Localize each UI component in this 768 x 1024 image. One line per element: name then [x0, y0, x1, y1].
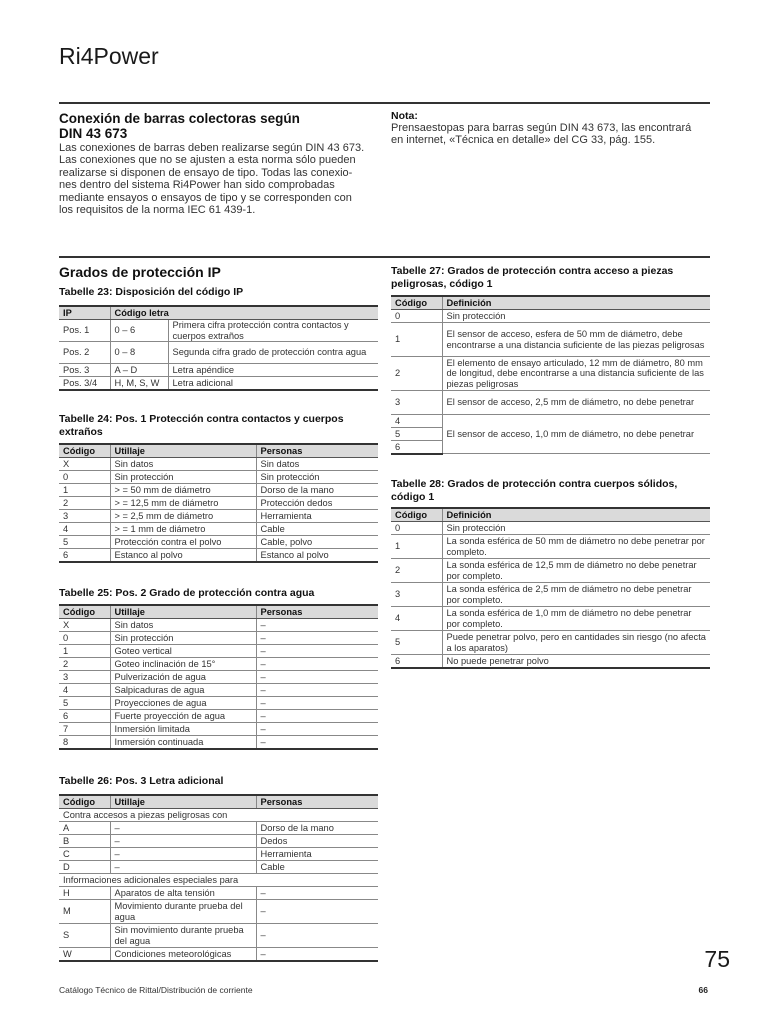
table-cell: Letra adicional: [168, 377, 378, 390]
page-number: 75: [704, 946, 730, 972]
table-row: [59, 619, 378, 632]
table-cell: –: [110, 822, 256, 835]
table-row: [59, 835, 378, 848]
table-cell: 3: [391, 583, 442, 607]
table-header: Código: [59, 605, 110, 619]
table-row: [391, 391, 710, 415]
table-row: [59, 658, 378, 671]
table-cell: 0: [391, 522, 442, 535]
table-cell: Goteo vertical: [110, 645, 256, 658]
table-group-label: Contra accesos a piezas peligrosas con: [59, 809, 378, 822]
table-header: Código: [391, 296, 442, 310]
table-cell: > = 1 mm de diámetro: [110, 523, 256, 536]
note-label: Nota:: [391, 110, 418, 122]
table-row: [59, 377, 378, 390]
table-cell: 4: [59, 684, 110, 697]
table-row: [59, 364, 378, 377]
table-cell: Pos. 2: [59, 342, 110, 364]
table-row: [391, 655, 710, 668]
table-row: [59, 900, 378, 924]
table-row: [391, 607, 710, 631]
table-header: IP: [59, 306, 110, 320]
table-cell: Puede penetrar polvo, pero en cantidades sin riesgo (no afecta a los aparatos): [442, 631, 710, 655]
table-cell: Estanco al polvo: [256, 549, 378, 562]
note-line: en internet, «Técnica en detalle» del CG 33, pág. 155.: [391, 134, 656, 147]
table-cell: Protección contra el polvo: [110, 536, 256, 549]
table-row: [391, 535, 710, 559]
table-cell: 0 – 8: [110, 342, 168, 364]
table-cell: 1: [391, 323, 442, 357]
table-cell: Movimiento durante prueba del agua: [110, 900, 256, 924]
table-cell: 2: [391, 559, 442, 583]
table-cell: Herramienta: [256, 510, 378, 523]
table-cell: Pos. 3: [59, 364, 110, 377]
table-cell: Segunda cifra grado de protección contra agua: [168, 342, 378, 364]
table-28: [391, 507, 710, 669]
table-cell: 6: [59, 710, 110, 723]
table-row: [59, 645, 378, 658]
table-cell: El elemento de ensayo articulado, 12 mm de diámetro, 80 mm de longitud, debe encontrarse a una distancia suficiente de las piezas peligrosas: [442, 357, 710, 391]
table-cell: Cable, polvo: [256, 536, 378, 549]
table-cell: Pulverización de agua: [110, 671, 256, 684]
intro-line: realizarse si disponen de ensayo de tipo. Todas las conexio-: [59, 166, 353, 179]
footer-page-number: 66: [698, 985, 708, 995]
table-cell: 6: [391, 441, 442, 454]
table-23: [59, 305, 378, 391]
table-header: Personas: [256, 605, 378, 619]
table-cell: Condiciones meteorológicas: [110, 948, 256, 961]
table-cell: –: [256, 697, 378, 710]
table-row: [59, 887, 378, 900]
table-26-caption: Tabelle 26: Pos. 3 Letra adicional: [59, 775, 224, 787]
table-cell: Proyecciones de agua: [110, 697, 256, 710]
intro-paragraph: [59, 142, 389, 216]
table-header: Personas: [256, 795, 378, 809]
table-28-caption: [391, 478, 716, 503]
table-cell: 0: [59, 632, 110, 645]
table-row: [391, 323, 710, 357]
table-header: Utillaje: [110, 795, 256, 809]
table-row: [59, 861, 378, 874]
table-cell: X: [59, 619, 110, 632]
table-cell: W: [59, 948, 110, 961]
table-cell: Sin protección: [442, 310, 710, 323]
intro-title: [59, 111, 389, 141]
table-cell: Aparatos de alta tensión: [110, 887, 256, 900]
table-cell: –: [256, 900, 378, 924]
table-row: [391, 415, 710, 428]
table-header: Código: [59, 795, 110, 809]
table-cell: Cable: [256, 523, 378, 536]
table-row: [59, 484, 378, 497]
table-cell: 4: [391, 607, 442, 631]
table-cell: –: [256, 948, 378, 961]
table-row: [59, 697, 378, 710]
table-cell: Dorso de la mano: [256, 484, 378, 497]
table-cell: Pos. 3/4: [59, 377, 110, 390]
table-cell: 3: [391, 391, 442, 415]
table-27-caption: [391, 265, 716, 290]
table-cell: X: [59, 458, 110, 471]
table-cell: Sin movimiento durante prueba del agua: [110, 924, 256, 948]
table-cell: –: [256, 710, 378, 723]
table-cell: 1: [59, 645, 110, 658]
table-cell: Salpicaduras de agua: [110, 684, 256, 697]
table-cell: Sin datos: [110, 619, 256, 632]
table-cell: Fuerte proyección de agua: [110, 710, 256, 723]
table-cell: 0 – 6: [110, 320, 168, 342]
table-cell: Sin protección: [110, 471, 256, 484]
table-header: Código letra: [110, 306, 378, 320]
section-divider-top: [59, 102, 710, 104]
table-cell: 8: [59, 736, 110, 749]
caption-line: Tabelle 24: Pos. 1 Protección contra contactos y cuerpos: [59, 413, 344, 425]
table-cell: 3: [59, 671, 110, 684]
table-cell: –: [256, 723, 378, 736]
footer-text: Catálogo Técnico de Rittal/Distribución de corriente: [59, 985, 253, 995]
section-ip-title: Grados de protección IP: [59, 264, 221, 280]
table-row: [391, 631, 710, 655]
table-25-caption: Tabelle 25: Pos. 2 Grado de protección contra agua: [59, 587, 315, 599]
table-cell: A: [59, 822, 110, 835]
table-row: [59, 632, 378, 645]
table-cell: Cable: [256, 861, 378, 874]
table-group-row: [59, 809, 378, 822]
table-cell: Inmersión limitada: [110, 723, 256, 736]
table-cell: Estanco al polvo: [110, 549, 256, 562]
table-cell: –: [256, 619, 378, 632]
table-header: Personas: [256, 444, 378, 458]
table-cell: Goteo inclinación de 15°: [110, 658, 256, 671]
table-cell: Sin datos: [256, 458, 378, 471]
table-cell: 2: [59, 658, 110, 671]
table-cell: 4: [391, 415, 442, 428]
table-cell: 6: [391, 655, 442, 668]
table-cell: 2: [59, 497, 110, 510]
table-cell: Letra apéndice: [168, 364, 378, 377]
table-cell: 5: [59, 697, 110, 710]
table-23-caption: Tabelle 23: Disposición del código IP: [59, 286, 244, 298]
table-cell: Herramienta: [256, 848, 378, 861]
table-cell: –: [110, 848, 256, 861]
table-cell: Dedos: [256, 835, 378, 848]
intro-line: Las conexiones que no se ajusten a esta norma sólo pueden: [59, 154, 356, 167]
table-cell: 0: [59, 471, 110, 484]
table-row: [59, 948, 378, 961]
table-cell: 4: [59, 523, 110, 536]
table-cell: La sonda esférica de 50 mm de diámetro no debe penetrar por completo.: [442, 535, 710, 559]
table-row: [59, 342, 378, 364]
table-header: Código: [59, 444, 110, 458]
table-header: Definición: [442, 508, 710, 522]
table-row: [391, 522, 710, 535]
table-cell: Sin protección: [442, 522, 710, 535]
table-cell: > = 50 mm de diámetro: [110, 484, 256, 497]
table-26: [59, 794, 378, 962]
table-cell: 1: [59, 484, 110, 497]
table-header: Utillaje: [110, 605, 256, 619]
table-cell: 2: [391, 357, 442, 391]
table-cell: 5: [391, 428, 442, 441]
table-cell: Sin protección: [256, 471, 378, 484]
table-cell: Sin datos: [110, 458, 256, 471]
intro-line: mediante ensayos o ensayos de tipo y se corresponden con: [59, 191, 352, 204]
table-cell: –: [256, 658, 378, 671]
note-line: Prensaestopas para barras según DIN 43 673, las encontrará: [391, 122, 692, 134]
table-row: [59, 710, 378, 723]
table-cell: –: [256, 736, 378, 749]
table-cell: Dorso de la mano: [256, 822, 378, 835]
table-cell: No puede penetrar polvo: [442, 655, 710, 668]
table-cell: La sonda esférica de 1,0 mm de diámetro no debe penetrar por completo.: [442, 607, 710, 631]
table-row: [391, 559, 710, 583]
table-row: [59, 471, 378, 484]
table-row: [59, 549, 378, 562]
table-cell: > = 12,5 mm de diámetro: [110, 497, 256, 510]
intro-line: Las conexiones de barras deben realizarse según DIN 43 673.: [59, 142, 365, 154]
table-row: [391, 357, 710, 391]
table-cell: D: [59, 861, 110, 874]
table-cell: > = 2,5 mm de diámetro: [110, 510, 256, 523]
table-row: [59, 510, 378, 523]
table-row: [59, 523, 378, 536]
table-row: [59, 458, 378, 471]
table-group-row: [59, 874, 378, 887]
table-row: [59, 822, 378, 835]
table-row: [391, 310, 710, 323]
table-cell: –: [256, 924, 378, 948]
caption-line: extraños: [59, 425, 103, 438]
table-cell: Inmersión continuada: [110, 736, 256, 749]
table-cell: –: [110, 861, 256, 874]
table-group-label: Informaciones adicionales especiales para: [59, 874, 378, 887]
table-cell: La sonda esférica de 12,5 mm de diámetro no debe penetrar por completo.: [442, 559, 710, 583]
table-row: [59, 924, 378, 948]
table-cell: S: [59, 924, 110, 948]
table-25: [59, 604, 378, 750]
table-cell: –: [256, 671, 378, 684]
table-cell: 3: [59, 510, 110, 523]
brand-title: Ri4Power: [59, 43, 159, 69]
table-cell: 5: [59, 536, 110, 549]
intro-title-line: DIN 43 673: [59, 126, 128, 141]
table-row: [59, 671, 378, 684]
table-cell: C: [59, 848, 110, 861]
table-cell: El sensor de acceso, 2,5 mm de diámetro, no debe penetrar: [442, 391, 710, 415]
table-cell: La sonda esférica de 2,5 mm de diámetro no debe penetrar por completo.: [442, 583, 710, 607]
table-cell: M: [59, 900, 110, 924]
table-cell: 5: [391, 631, 442, 655]
table-cell: Pos. 1: [59, 320, 110, 342]
table-cell: A – D: [110, 364, 168, 377]
table-cell: Primera cifra protección contra contactos y cuerpos extraños: [168, 320, 378, 342]
table-cell: El sensor de acceso, 1,0 mm de diámetro, no debe penetrar: [442, 415, 710, 454]
note-text: [391, 122, 711, 147]
table-cell: 1: [391, 535, 442, 559]
table-24: [59, 443, 378, 563]
table-row: [59, 848, 378, 861]
table-row: [59, 736, 378, 749]
table-cell: El sensor de acceso, esfera de 50 mm de diámetro, debe encontrarse a una distancia suficiente de las piezas peligrosas: [442, 323, 710, 357]
table-row: [59, 684, 378, 697]
table-cell: –: [110, 835, 256, 848]
table-cell: –: [256, 645, 378, 658]
table-24-caption: [59, 413, 384, 438]
table-cell: Sin protección: [110, 632, 256, 645]
table-row: [59, 536, 378, 549]
table-cell: Protección dedos: [256, 497, 378, 510]
table-cell: 7: [59, 723, 110, 736]
intro-line: los requisitos de la norma IEC 61 439-1.: [59, 204, 256, 217]
caption-line: Tabelle 27: Grados de protección contra acceso a piezas: [391, 265, 674, 277]
table-cell: –: [256, 684, 378, 697]
table-row: [59, 320, 378, 342]
table-header: Utillaje: [110, 444, 256, 458]
table-row: [59, 497, 378, 510]
table-header: Definición: [442, 296, 710, 310]
table-cell: B: [59, 835, 110, 848]
intro-title-line: Conexión de barras colectoras según: [59, 111, 300, 126]
caption-line: código 1: [391, 490, 435, 503]
table-cell: H: [59, 887, 110, 900]
table-cell: 6: [59, 549, 110, 562]
caption-line: Tabelle 28: Grados de protección contra cuerpos sólidos,: [391, 478, 678, 490]
table-row: [391, 583, 710, 607]
table-cell: –: [256, 887, 378, 900]
intro-line: nes dentro del sistema Ri4Power han sido comprobadas: [59, 179, 335, 192]
table-header: Código: [391, 508, 442, 522]
table-cell: 0: [391, 310, 442, 323]
caption-line: peligrosas, código 1: [391, 277, 493, 290]
table-row: [59, 723, 378, 736]
table-27: [391, 295, 710, 455]
table-cell: H, M, S, W: [110, 377, 168, 390]
table-cell: –: [256, 632, 378, 645]
section-divider-ip: [59, 256, 710, 258]
